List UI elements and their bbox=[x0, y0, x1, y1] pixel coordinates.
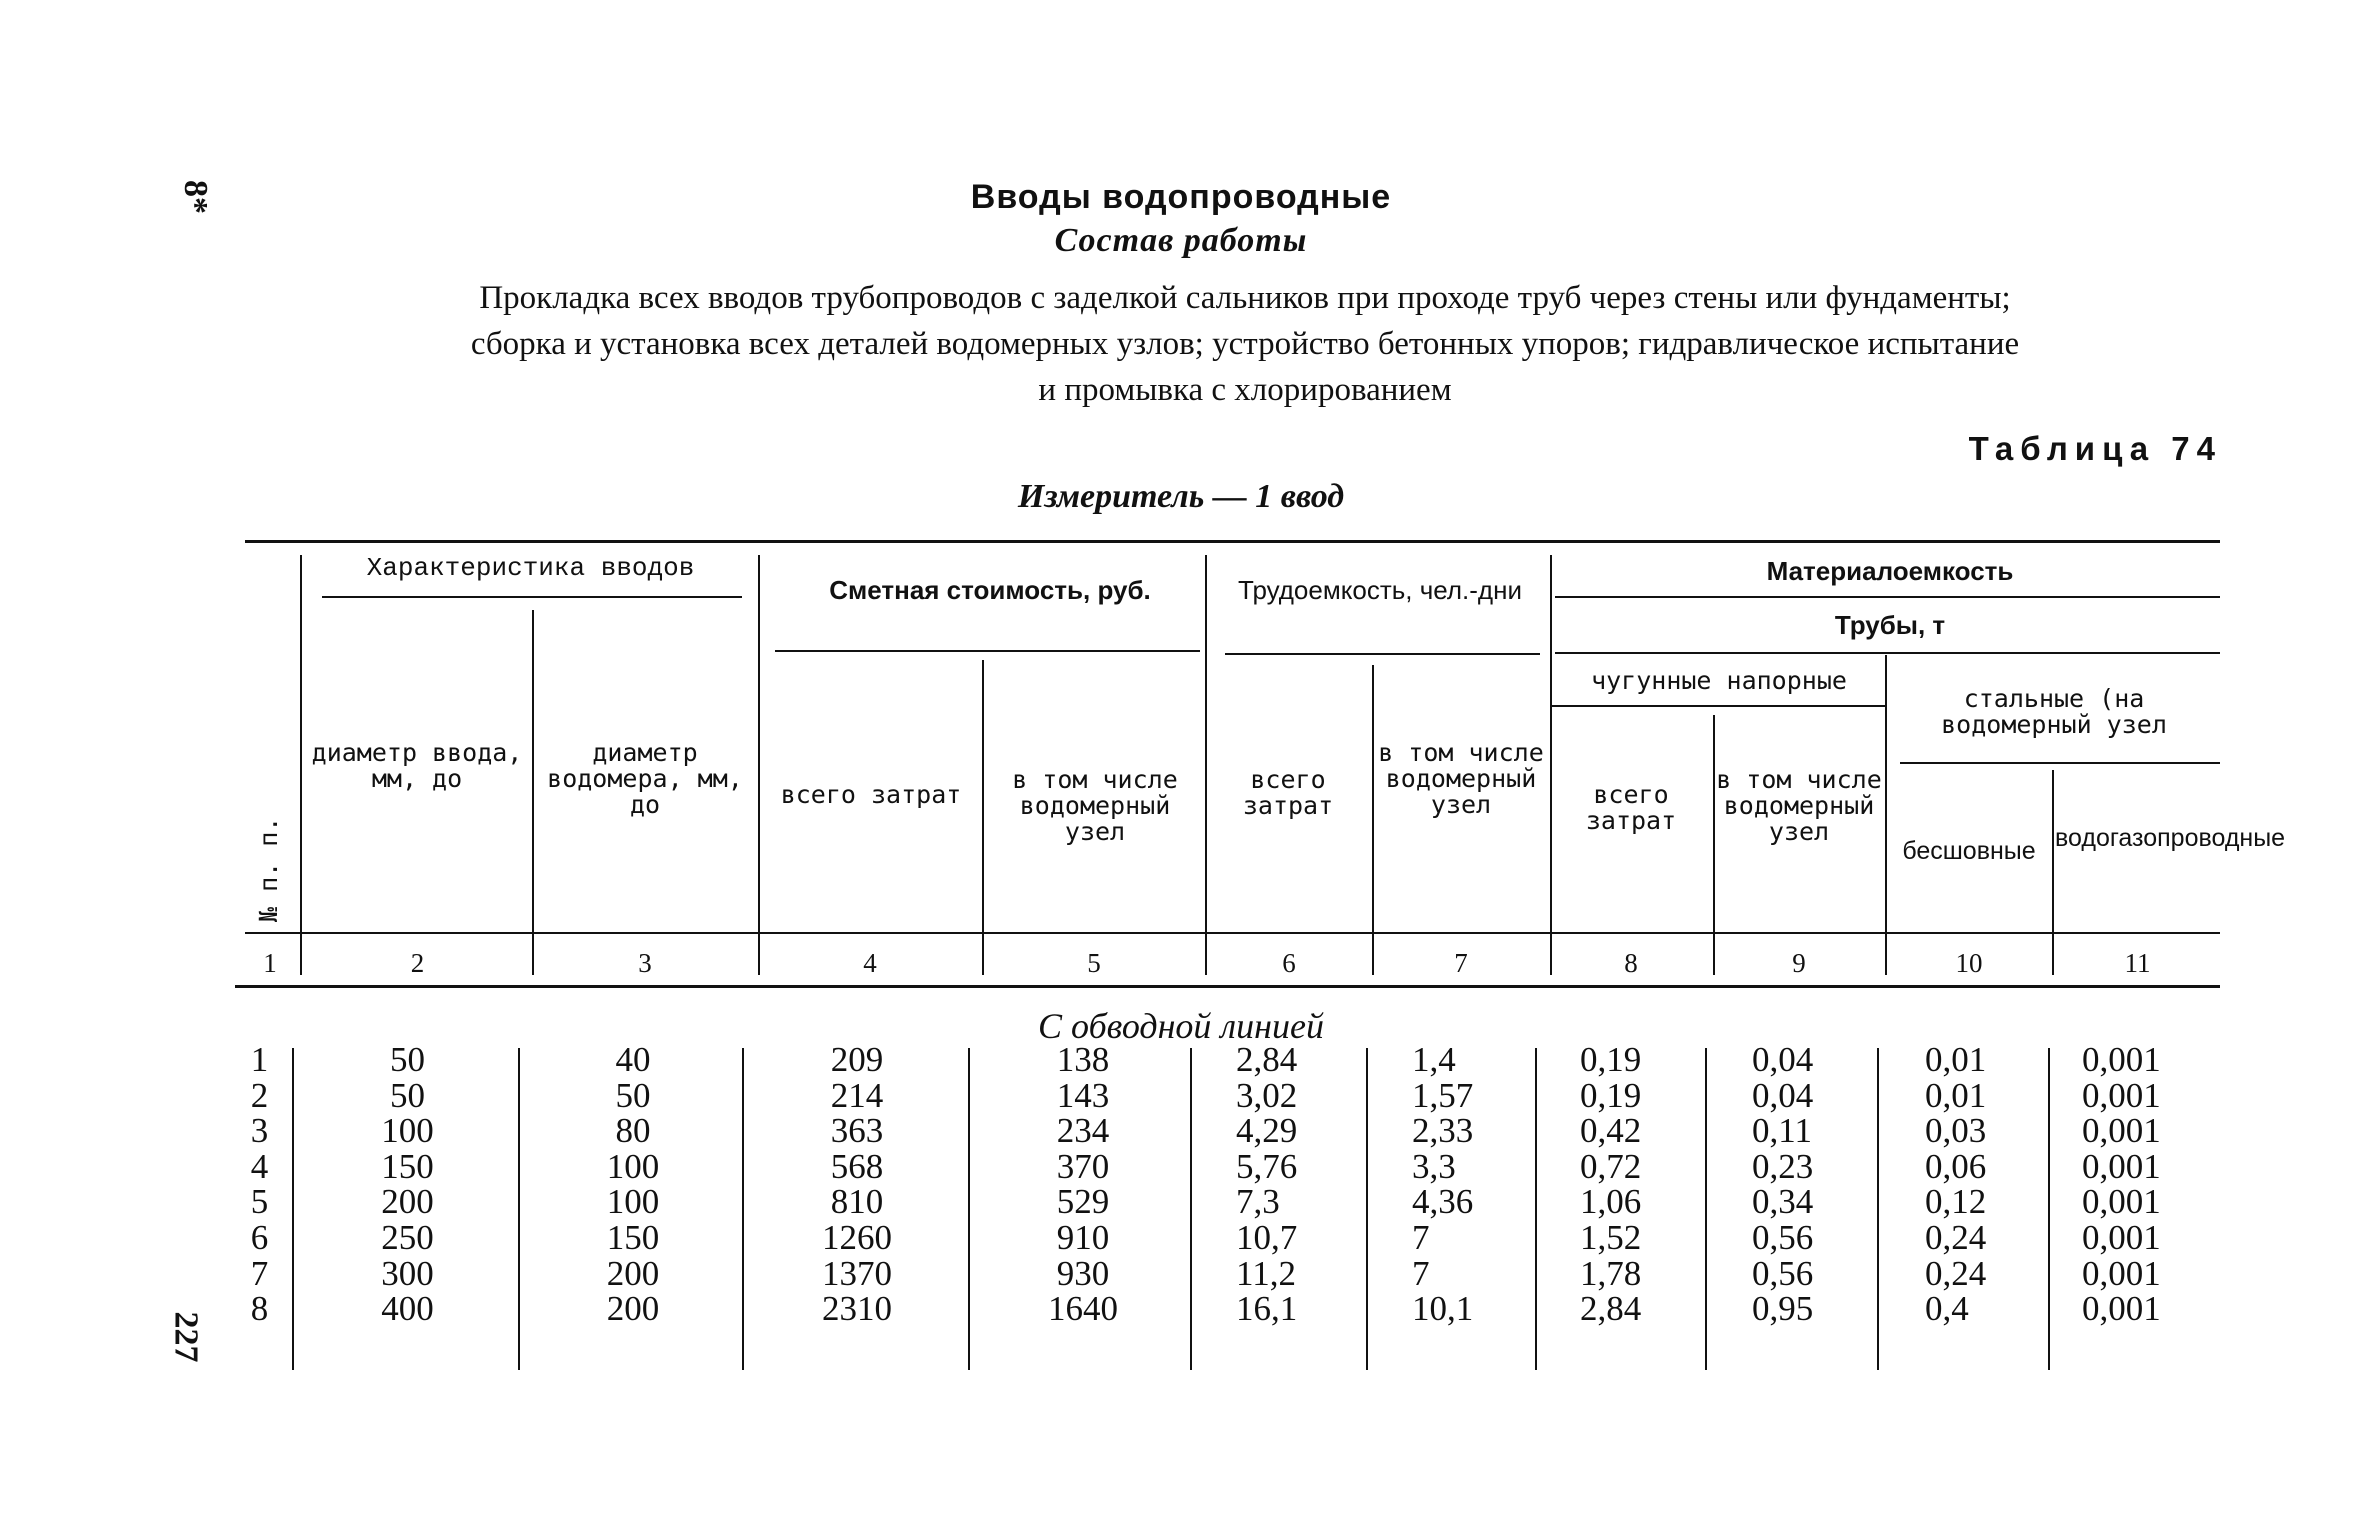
header-group-pipes: Трубы, т bbox=[1834, 610, 1946, 640]
table-cell: 0,04 bbox=[1752, 1040, 1814, 1079]
header-divider bbox=[1550, 555, 1552, 975]
table-cell: 4,29 bbox=[1236, 1111, 1298, 1151]
table-cell: 0,19 bbox=[1580, 1040, 1642, 1079]
table-cell: 0,001 bbox=[2082, 1111, 2161, 1151]
table-cell: 200 bbox=[381, 1182, 434, 1222]
header-labor-meter-unit: в том числе водомерный узел bbox=[1378, 738, 1544, 819]
header-group-material: Материалоемкость bbox=[1766, 556, 2014, 586]
header-bottom-rule bbox=[235, 985, 2220, 988]
body-divider bbox=[2048, 1048, 2050, 1370]
table-cell: 1,78 bbox=[1580, 1253, 1642, 1293]
table-cell: 0,95 bbox=[1752, 1289, 1814, 1329]
header-cost-meter-unit: в том числе водомерный узел bbox=[1012, 765, 1178, 846]
column-number-rule bbox=[245, 932, 2220, 934]
table-cell: 370 bbox=[1056, 1146, 1110, 1186]
table-cell: 3,3 bbox=[1412, 1146, 1456, 1186]
table-cell: 0,56 bbox=[1752, 1253, 1814, 1293]
body-divider bbox=[1877, 1048, 1879, 1370]
table-cell: 7 bbox=[1412, 1218, 1430, 1257]
body-divider bbox=[1190, 1048, 1192, 1370]
table-cell: 910 bbox=[1056, 1218, 1110, 1257]
table-cell: 0,24 bbox=[1925, 1218, 1987, 1257]
table-cell: 1,4 bbox=[1412, 1040, 1456, 1079]
column-number: 11 bbox=[2124, 948, 2151, 978]
table-cell: 0,42 bbox=[1580, 1111, 1642, 1151]
table-cell: 3,02 bbox=[1236, 1075, 1298, 1115]
section-title: Вводы водопроводные bbox=[970, 178, 1392, 216]
column-number: 6 bbox=[1282, 948, 1296, 978]
table-cell: 0,56 bbox=[1752, 1218, 1814, 1257]
column-number: 2 bbox=[410, 948, 425, 978]
body-divider bbox=[1535, 1048, 1537, 1370]
table-cell: 2310 bbox=[822, 1289, 892, 1329]
row-number-cell: 4 bbox=[250, 1146, 269, 1186]
table-cell: 1,57 bbox=[1412, 1075, 1474, 1115]
table-cell: 100 bbox=[381, 1111, 434, 1151]
header-meter-diameter: диаметр водомера, мм, до bbox=[547, 738, 743, 819]
table-top-rule bbox=[245, 540, 2220, 543]
table-cell: 0,24 bbox=[1925, 1253, 1987, 1293]
table-cell: 0,11 bbox=[1752, 1111, 1812, 1151]
table-cell: 568 bbox=[830, 1146, 884, 1186]
description-line: и промывка с хлорированием bbox=[1038, 372, 1452, 408]
row-number-cell: 8 bbox=[250, 1289, 269, 1329]
table-cell: 0,03 bbox=[1925, 1111, 1987, 1151]
table-cell: 1260 bbox=[822, 1218, 892, 1257]
table-cell: 16,1 bbox=[1236, 1289, 1298, 1329]
table-cell: 143 bbox=[1056, 1075, 1110, 1115]
table-cell: 100 bbox=[606, 1146, 660, 1186]
header-group-labor: Трудоемкость, чел.-дни bbox=[1238, 575, 1522, 605]
table-cell: 5,76 bbox=[1236, 1146, 1298, 1186]
body-divider bbox=[292, 1048, 294, 1370]
table-cell: 0,001 bbox=[2082, 1075, 2161, 1115]
table-cell: 0,001 bbox=[2082, 1182, 2161, 1222]
header-water-gas: водогазопроводные bbox=[2055, 824, 2286, 852]
column-number: 3 bbox=[638, 948, 652, 978]
table-cell: 138 bbox=[1056, 1040, 1110, 1079]
header-divider bbox=[982, 660, 984, 975]
table-cell: 363 bbox=[830, 1111, 884, 1151]
header-seamless: бесшовные bbox=[1902, 837, 2036, 865]
page-number: 227 bbox=[167, 1311, 205, 1363]
header-cast-meter-unit: в том числе водомерный узел bbox=[1716, 765, 1882, 846]
column-number: 1 bbox=[263, 948, 277, 978]
table-cell: 214 bbox=[830, 1075, 884, 1115]
header-divider bbox=[1372, 665, 1374, 975]
row-number-cell: 3 bbox=[250, 1111, 269, 1151]
table-cell: 1,06 bbox=[1580, 1182, 1642, 1222]
header-labor-total: всего затрат bbox=[1242, 765, 1334, 820]
column-number: 8 bbox=[1624, 948, 1638, 978]
header-divider bbox=[1885, 655, 1887, 975]
table-cell: 0,12 bbox=[1925, 1182, 1987, 1222]
header-subrule bbox=[1555, 652, 2220, 654]
column-number: 4 bbox=[863, 948, 877, 978]
column-number: 5 bbox=[1087, 948, 1101, 978]
table-cell: 234 bbox=[1056, 1111, 1110, 1151]
table-cell: 209 bbox=[830, 1040, 884, 1079]
header-divider bbox=[1205, 555, 1207, 975]
row-number-cell: 6 bbox=[250, 1218, 269, 1257]
header-cast-total: всего затрат bbox=[1585, 780, 1677, 835]
body-divider bbox=[968, 1048, 970, 1370]
row-number-cell: 1 bbox=[250, 1040, 269, 1079]
header-input-diameter: диаметр ввода, мм, до bbox=[311, 738, 523, 793]
table-cell: 2,84 bbox=[1236, 1040, 1298, 1079]
table-cell: 0,001 bbox=[2082, 1253, 2161, 1293]
table-cell: 7,3 bbox=[1236, 1182, 1280, 1222]
table-cell: 0,72 bbox=[1580, 1146, 1642, 1186]
description-line: Прокладка всех вводов трубопроводов с заделкой сальников при проходе труб через стены или фундаменты; bbox=[479, 280, 2011, 316]
table-cell: 0,01 bbox=[1925, 1075, 1987, 1115]
header-row-number: № п. п. bbox=[254, 816, 283, 922]
table-cell: 0,001 bbox=[2082, 1218, 2161, 1257]
row-number-cell: 7 bbox=[250, 1253, 269, 1293]
table-cell: 0,04 bbox=[1752, 1075, 1814, 1115]
column-number: 9 bbox=[1792, 948, 1806, 978]
table-cell: 50 bbox=[390, 1075, 425, 1115]
body-divider bbox=[1705, 1048, 1707, 1370]
table-cell: 50 bbox=[615, 1075, 651, 1115]
table-cell: 80 bbox=[615, 1111, 651, 1151]
header-subrule bbox=[1225, 653, 1540, 655]
table-cell: 1,52 bbox=[1580, 1218, 1642, 1257]
table-cell: 4,36 bbox=[1412, 1182, 1474, 1222]
header-group-steel: стальные (на водомерный узел bbox=[1941, 684, 2167, 739]
header-subrule bbox=[1550, 705, 1885, 707]
table-cell: 2,33 bbox=[1412, 1111, 1474, 1151]
column-number: 10 bbox=[1955, 948, 1983, 978]
table-cell: 0,23 bbox=[1752, 1146, 1814, 1186]
header-group-cast-iron: чугунные напорные bbox=[1591, 666, 1847, 695]
table-cell: 300 bbox=[381, 1253, 434, 1293]
header-divider bbox=[2052, 770, 2054, 975]
work-description bbox=[265, 275, 2225, 413]
header-subrule bbox=[1900, 762, 2220, 764]
table-cell: 50 bbox=[390, 1040, 425, 1079]
row-number-cell: 2 bbox=[250, 1075, 269, 1115]
header-divider bbox=[300, 555, 302, 975]
header-divider bbox=[532, 610, 534, 975]
table-cell: 930 bbox=[1056, 1253, 1110, 1293]
table-cell: 529 bbox=[1056, 1182, 1110, 1222]
table-cell: 1640 bbox=[1048, 1289, 1118, 1329]
table-cell: 810 bbox=[830, 1182, 884, 1222]
column-number: 7 bbox=[1454, 948, 1468, 978]
header-subrule bbox=[322, 596, 742, 598]
unit-of-measure: Измеритель — 1 ввод bbox=[1017, 478, 1345, 515]
table-cell: 10,1 bbox=[1412, 1289, 1474, 1329]
header-total-cost: всего затрат bbox=[780, 780, 962, 809]
body-divider bbox=[1366, 1048, 1368, 1370]
body-divider bbox=[742, 1048, 744, 1370]
table-cell: 0,001 bbox=[2082, 1040, 2161, 1079]
table-cell: 10,7 bbox=[1236, 1218, 1298, 1257]
table-cell: 250 bbox=[381, 1218, 434, 1257]
table-cell: 200 bbox=[606, 1289, 660, 1329]
table-cell: 40 bbox=[615, 1040, 651, 1079]
table-cell: 0,34 bbox=[1752, 1182, 1814, 1222]
table-cell: 0,4 bbox=[1925, 1289, 1969, 1329]
description-line: сборка и установка всех деталей водомерных узлов; устройство бетонных упоров; гидравлическое испытание bbox=[470, 326, 2020, 362]
table-number: Таблица 74 bbox=[1968, 430, 2222, 467]
table-cell: 0,001 bbox=[2082, 1289, 2161, 1329]
header-subrule bbox=[1555, 596, 2220, 598]
section-caption: С обводной линией bbox=[1038, 1006, 1324, 1046]
header-subrule bbox=[775, 650, 1200, 652]
table-cell: 150 bbox=[606, 1218, 660, 1257]
body-divider bbox=[518, 1048, 520, 1370]
header-group-characteristics: Характеристика вводов bbox=[366, 553, 695, 583]
table-cell: 11,2 bbox=[1236, 1253, 1296, 1293]
table-cell: 100 bbox=[606, 1182, 660, 1222]
work-composition-heading: Состав работы bbox=[1054, 222, 1308, 259]
page-marker: 8* bbox=[177, 180, 214, 214]
table-cell: 0,01 bbox=[1925, 1040, 1987, 1079]
table-cell: 0,06 bbox=[1925, 1146, 1987, 1186]
table-cell: 0,001 bbox=[2082, 1146, 2161, 1186]
table-cell: 150 bbox=[381, 1146, 434, 1186]
header-divider bbox=[758, 555, 760, 975]
table-cell: 400 bbox=[381, 1289, 434, 1329]
header-group-cost: Сметная стоимость, руб. bbox=[829, 575, 1151, 605]
table-cell: 7 bbox=[1412, 1253, 1430, 1293]
table-cell: 2,84 bbox=[1580, 1289, 1642, 1329]
header-divider bbox=[1713, 715, 1715, 975]
table-cell: 1370 bbox=[822, 1253, 892, 1293]
table-cell: 0,19 bbox=[1580, 1075, 1642, 1115]
table-cell: 200 bbox=[606, 1253, 660, 1293]
row-number-cell: 5 bbox=[250, 1182, 269, 1222]
